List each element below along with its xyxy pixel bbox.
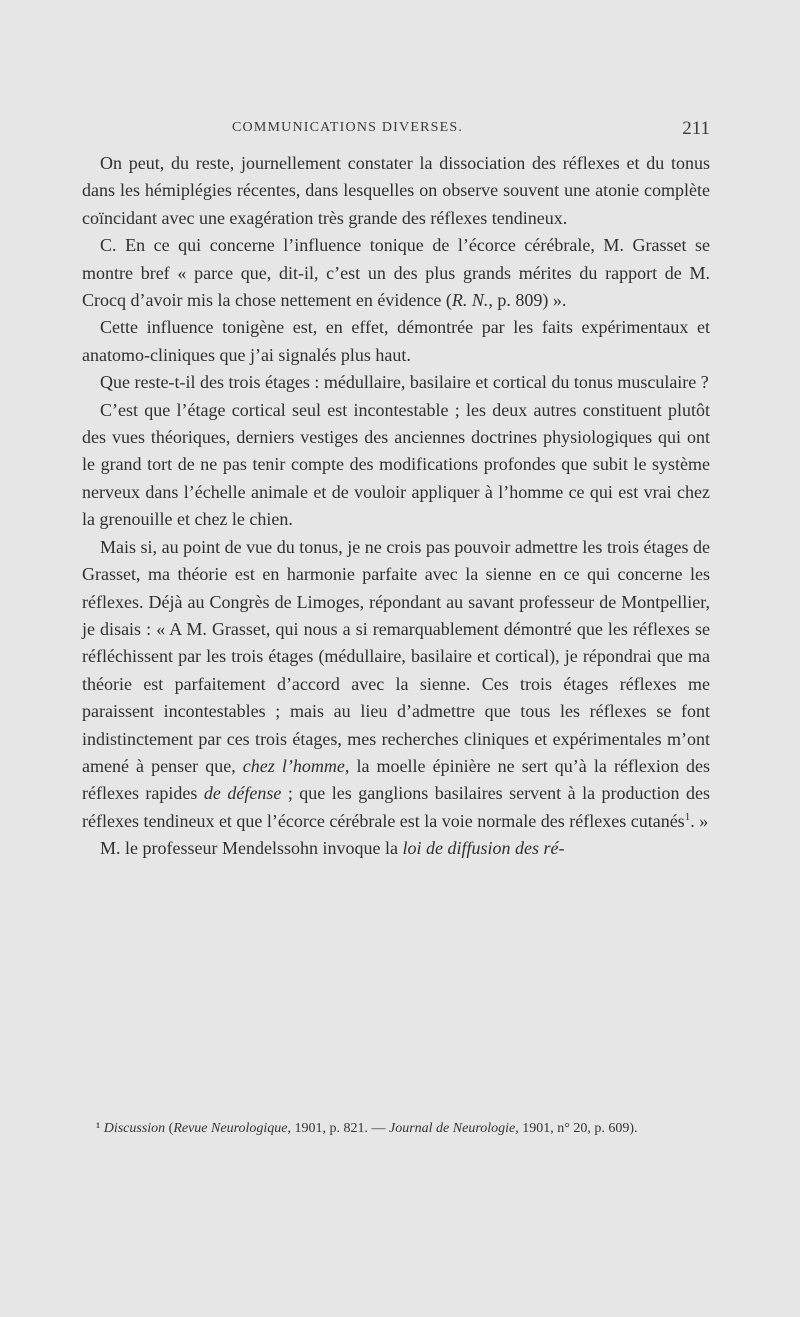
footnote-mid: , 1901, p. 821. — xyxy=(287,1121,386,1136)
paragraph-6 xyxy=(82,534,710,835)
footnote-paren: ( xyxy=(165,1121,174,1136)
footnote-end: , 1901, n° 20, p. 609). xyxy=(515,1121,638,1136)
paragraph-6-text-b: , la moelle épinière ne sert qu’à la réflexion des réflexes rapides xyxy=(82,755,711,804)
paragraph-5-text: C’est que l’étage cortical seul est incontestable ; les deux autres constituent plutôt des vues théoriques, derniers vestiges des anciennes doctrines physiologiques qui ont le grand tort de ne pas tenir compte des modifications profondes que subit le système nerveux dans l’échelle animale et de vouloir appliquer à l’homme ce qui est vrai chez la grenouille et chez le chien. xyxy=(82,399,710,530)
body-text xyxy=(82,150,710,863)
paragraph-7-text: M. le professeur Mendelssohn invoque la xyxy=(100,838,398,859)
footnote-italic-3: Journal de Neurologie xyxy=(389,1121,516,1136)
paragraph-3-text: Cette influence tonigène est, en effet, démontrée par les faits expérimentaux et anatomo-cliniques que j’ai signalés plus haut. xyxy=(82,317,710,365)
paragraph-5 xyxy=(82,397,710,534)
footnote-reference: 1 xyxy=(684,810,691,823)
paragraph-2-ref-rest: , p. 809) ». xyxy=(488,290,567,311)
footnote xyxy=(82,1118,710,1139)
paragraph-6-end: . » xyxy=(690,810,709,831)
paragraph-6-text-a: Mais si, au point de vue du tonus, je ne crois pas pouvoir admettre les trois étages de Grasset, ma théorie est en harmonie parfaite avec la sienne en ce qui concerne les réflexes. Déjà au Congrès de Limoges, répondant au savant professeur de Montpellier, je disais : « A M. Grasset, qui nous a si remarquablement démontré que les réflexes se réfléchissent par les trois étages (médullaire, basilaire et cortical), je répondrai que ma théorie est parfaitement d’accord avec la sienne. Ces trois étages réflexes me paraissent incontestables ; mais au lieu d’admettre que tous les réflexes se font indistinctement par ces trois étages, mes recherches cliniques et expérimentales m’ont amené à penser que, xyxy=(82,536,710,776)
running-head-title: COMMUNICATIONS DIVERSES. xyxy=(232,120,464,135)
footnote-italic-1: Discussion xyxy=(103,1121,166,1136)
footnote-italic-2: Revue Neurologique xyxy=(173,1121,288,1136)
paragraph-6-italic-2: de défense xyxy=(203,783,282,804)
paragraph-7 xyxy=(82,835,710,862)
footnote-marker: ¹ xyxy=(96,1121,101,1136)
page-number: 211 xyxy=(682,118,710,139)
paragraph-1 xyxy=(82,150,710,232)
paragraph-6-text-c: ; que les ganglions basilaires servent à la production des réflexes tendineux et que l’écorce cérébrale est la voie normale des réflexes cutanés xyxy=(82,783,711,831)
paragraph-6-italic-1: chez l’homme xyxy=(242,755,345,776)
paragraph-3 xyxy=(82,314,710,369)
paragraph-4 xyxy=(82,369,710,396)
paragraph-1-text: On peut, du reste, journellement constater la dissociation des réflexes et du tonus dans les hémiplégies récentes, dans lesquelles on observe souvent une atonie complète coïncidant avec une exagération très grande des réflexes tendineux. xyxy=(82,153,710,228)
paragraph-2 xyxy=(82,232,710,314)
paragraph-7-italic: loi de diffusion des ré- xyxy=(402,838,565,859)
paragraph-2-text: C. En ce qui concerne l’influence tonique de l’écorce cérébrale, M. Grasset se montre bref « parce que, dit-il, c’est un des plus grands mérites du rapport de M. Crocq d’avoir mis la chose nettement en évidence xyxy=(82,235,710,311)
running-head xyxy=(82,118,710,142)
paragraph-2-ref-open: ( xyxy=(441,290,452,311)
paragraph-4-text: Que reste-t-il des trois étages : médullaire, basilaire et cortical du tonus musculaire ? xyxy=(100,372,709,393)
paragraph-2-ref-italic: R. N. xyxy=(451,290,489,311)
